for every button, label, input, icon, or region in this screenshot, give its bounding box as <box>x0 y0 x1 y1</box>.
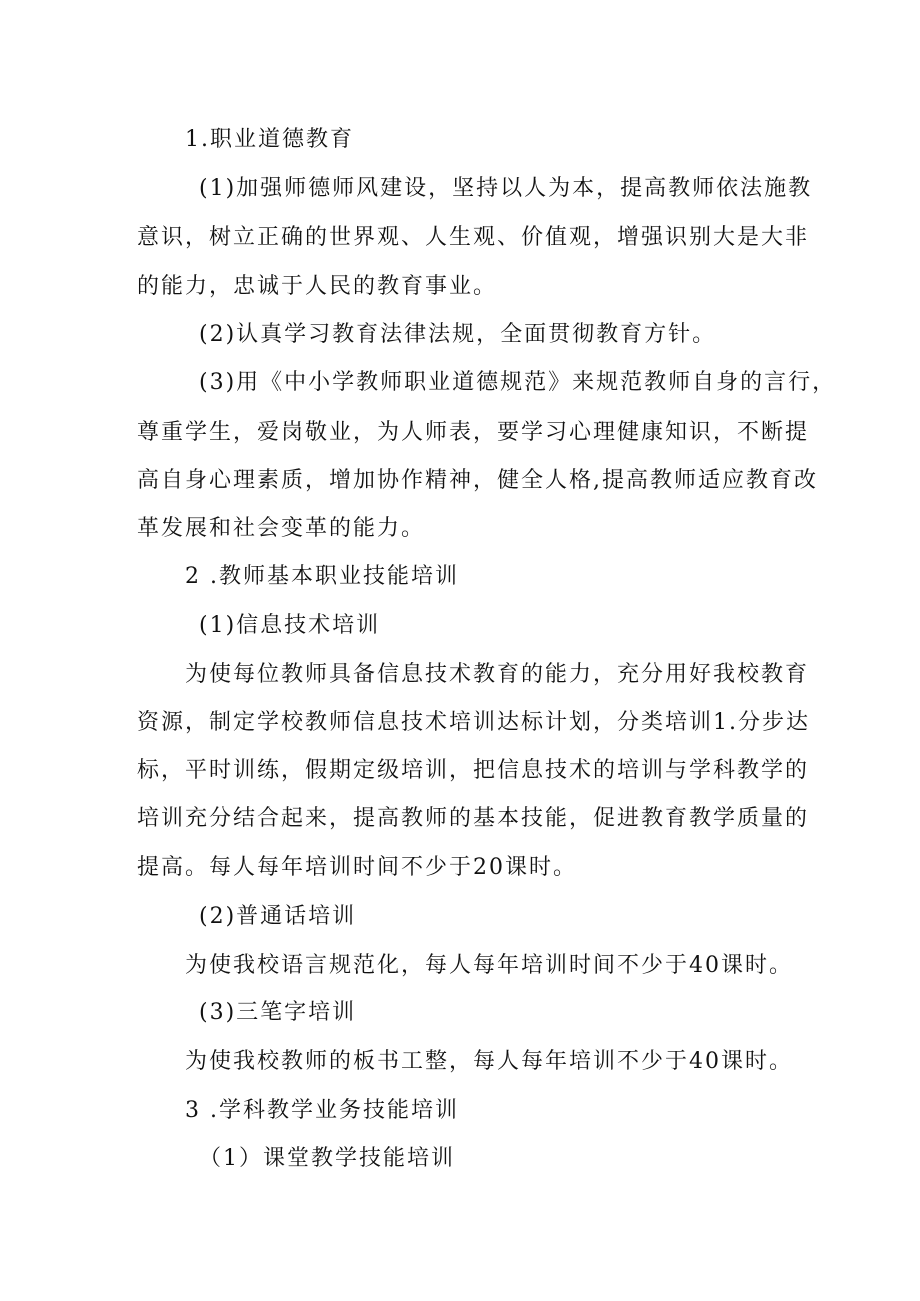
paragraph-line: 资源，制定学校教师信息技术培训达标计划，分类培训1.分步达 <box>137 710 810 735</box>
paragraph-line: 革发展和社会变革的能力。 <box>137 516 426 541</box>
paragraph-line: 为使我校语言规范化，每人每年培训时间不少于40课时。 <box>185 953 793 978</box>
paragraph-line: 意识，树立正确的世界观、人生观、价值观，增强识别大是大非 <box>137 225 810 250</box>
heading-subject-teaching-skills: 3 .学科教学业务技能培训 <box>185 1098 459 1123</box>
paragraph-line: 为使我校教师的板书工整，每人每年培训不少于40课时。 <box>185 1049 793 1074</box>
paragraph-line: 提高。每人每年培训时间不少于20课时。 <box>137 855 577 880</box>
subheading-calligraphy-training: (3)三笔字培训 <box>199 1000 357 1025</box>
paragraph-line: 培训充分结合起来，提高教师的基本技能，促进教育教学质量的 <box>137 806 810 831</box>
paragraph-line: 标，平时训练，假期定级培训，把信息技术的培训与学科教学的 <box>137 758 810 783</box>
paragraph-line: 的能力，忠诚于人民的教育事业。 <box>137 274 498 299</box>
paragraph-line: (1)加强师德师风建设，坚持以人为本，提高教师依法施教 <box>199 176 813 201</box>
paragraph-line: 尊重学生，爱岗敬业，为人师表，要学习心理健康知识，不断提 <box>137 420 810 445</box>
paragraph-line: 高自身心理素质，增加协作精神，健全人格,提高教师适应教育改 <box>137 468 818 493</box>
paragraph-line: (2)认真学习教育法律法规，全面贯彻教育方针。 <box>199 322 717 347</box>
subheading-it-training: (1)信息技术培训 <box>199 613 381 638</box>
paragraph-line: (3)用《中小学教师职业道德规范》来规范教师自身的言行， <box>199 370 837 395</box>
heading-professional-ethics: 1.职业道德教育 <box>185 127 354 152</box>
paragraph-line: 为使每位教师具备信息技术教育的能力，充分用好我校教育 <box>185 662 810 687</box>
subheading-classroom-teaching: （1）课堂教学技能培训 <box>199 1146 455 1171</box>
heading-basic-skills: 2 .教师基本职业技能培训 <box>185 564 459 589</box>
subheading-mandarin-training: (2)普通话培训 <box>199 904 357 929</box>
